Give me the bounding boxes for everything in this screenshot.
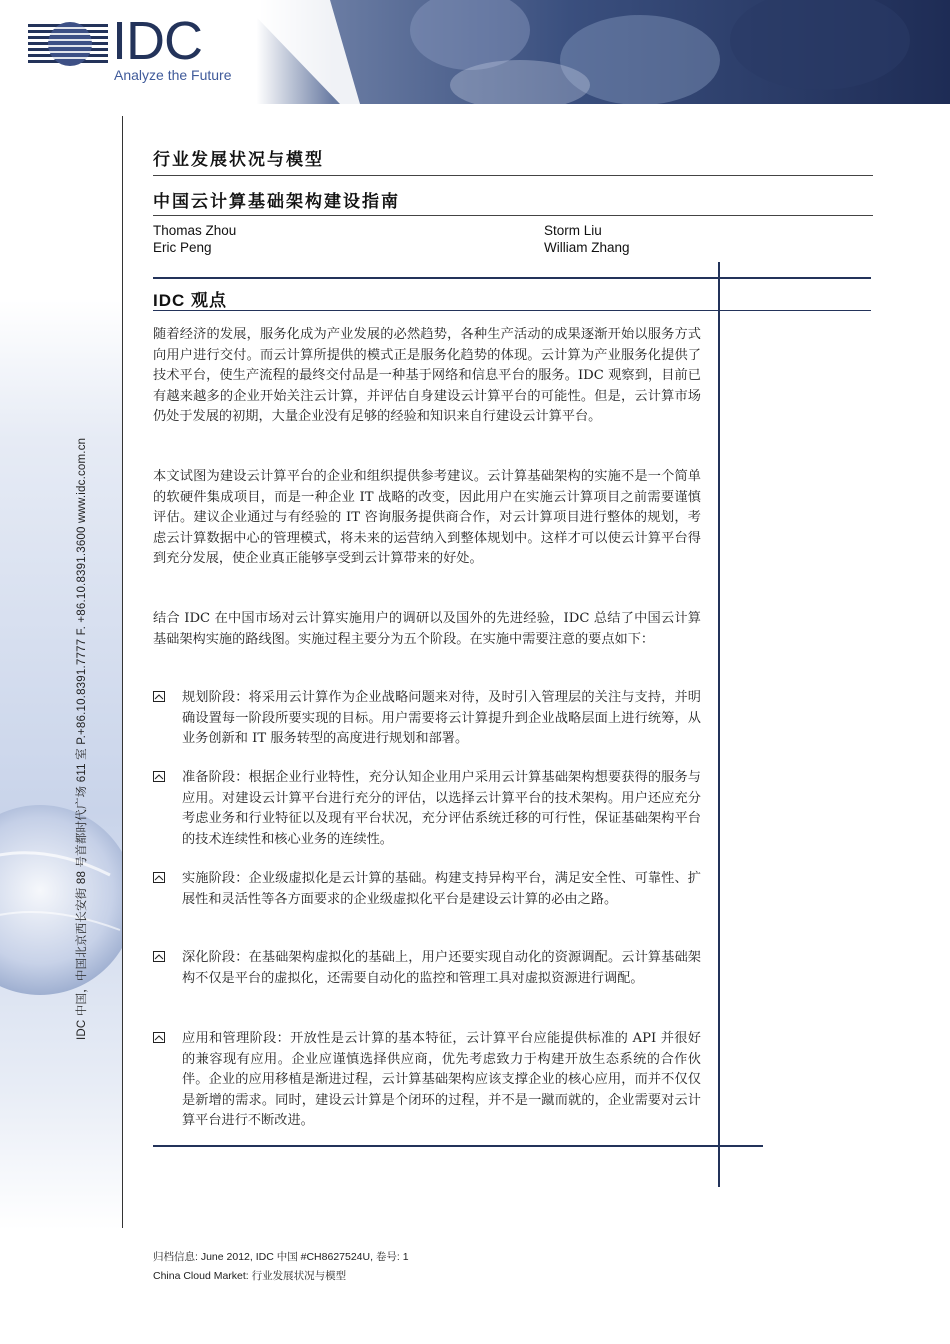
bullet-icon	[153, 691, 165, 702]
body-paragraph: 随着经济的发展，服务化成为产业发展的必然趋势，各种生产活动的成果逐渐开始以服务方式向用户进行交付。而云计算所提供的模式正是服务化趋势的体现。云计算为产业服务化提供了技术平台，使生产流程的最终交付品是一种基于网络和信息平台的服务。IDC 观察到，目前已有越来越多的企业开始关注云计算，并评估自身建设云计算平台的可能性。但是，云计算市场仍处于发展的初期，大量企业没有足够的经验和知识来自行建设云计算平台。	[153, 327, 701, 425]
logo-text: IDC	[112, 11, 202, 71]
idc-view-heading: IDC 观点	[153, 291, 227, 310]
list-item-text: 深化阶段：在基础架构虚拟化的基础上，用户还要实现自动化的资源调配。云计算基础架构不仅是平台的虚拟化，还需要自动化的监控和管理工具对虚拟资源进行调配。	[182, 950, 701, 986]
logo-tagline: Analyze the Future	[114, 67, 232, 83]
author-name: Thomas Zhou	[153, 223, 237, 238]
author-name: Eric Peng	[153, 240, 212, 255]
list-item-text: 实施阶段：企业级虚拟化是云计算的基础。构建支持异构平台，满足安全性、可靠性、扩展性和灵活性等各方面要求的企业级虚拟化平台是建设云计算的必由之路。	[182, 871, 701, 907]
divider	[153, 215, 873, 216]
footer-doc-ref: China Cloud Market: 行业发展状况与模型	[153, 1270, 347, 1282]
footer-filing-info: 归档信息: June 2012, IDC 中国 #CH8627524U, 卷号: 1	[153, 1251, 409, 1263]
bullet-icon	[153, 951, 165, 962]
bullet-icon	[153, 1032, 165, 1043]
list-item-text: 准备阶段：根据企业行业特性，充分认知企业用户采用云计算基础架构想要获得的服务与应用。对建设云计算平台进行充分的评估，以选择云计算平台的技术架构。用户还应充分考虑业务和行业特征以及现有平台状况，充分评估系统迁移的可行性，保证基础架构平台的技术连续性和核心业务的连续性。	[182, 770, 701, 847]
divider	[153, 1145, 763, 1147]
list-item-text: 应用和管理阶段：开放性是云计算的基本特征，云计算平台应能提供标准的 API 并很好的兼容现有应用。企业应谨慎选择供应商，优先考虑致力于构建开放生态系统的合作伙伴。企业的应用移植是渐进过程，云计算基础架构应该支撑企业的核心应用，而并不仅仅是新增的需求。同时，建设云计算是个闭环的过程，并不是一蹴而就的，企业需要对云计算平台进行不断改进。	[182, 1031, 701, 1129]
body-paragraph: 本文试图为建设云计算平台的企业和组织提供参考建议。云计算基础架构的实施不是一个简单的软硬件集成项目，而是一种企业 IT 战略的改变，因此用户在实施云计算项目之前需要谨慎评估。建议企业通过与有经验的 IT 咨询服务提供商合作，对云计算项目进行整体的规划，考虑云计算数据中心的管理模式，将未来的运营纳入到整体规划中。这样才可以使云计算平台得到充分发展，使企业真正能够享受到云计算带来的好处。	[153, 469, 701, 567]
sidebar-rule	[718, 262, 720, 1187]
bullet-icon	[153, 872, 165, 883]
document-title: 中国云计算基础架构建设指南	[153, 192, 400, 211]
side-contact-info: IDC 中国，中国北京西长安街 88 号首都时代广场 611 室 P.+86.10.8391.7777 F. +86.10.8391.3600 www.idc.com.cn	[76, 437, 88, 1040]
body-paragraph: 结合 IDC 在中国市场对云计算实施用户的调研以及国外的先进经验，IDC 总结了中国云计算基础架构实施的路线图。实施过程主要分为五个阶段。在实施中需要注意的要点如下：	[153, 611, 701, 647]
header-banner	[0, 0, 950, 104]
side-globe-art	[0, 300, 122, 1230]
divider	[153, 277, 871, 279]
section-label: 行业发展状况与模型	[153, 150, 324, 169]
author-name: Storm Liu	[544, 223, 602, 238]
divider	[153, 310, 871, 311]
logo-globe-icon	[28, 20, 108, 72]
list-item-text: 规划阶段：将采用云计算作为企业战略问题来对待，及时引入管理层的关注与支持，并明确设置每一阶段所要实现的目标。用户需要将云计算提升到企业战略层面上进行统筹，从业务创新和 IT 服务转型的高度进行规划和部署。	[182, 690, 701, 747]
divider	[153, 175, 873, 176]
bullet-icon	[153, 771, 165, 782]
author-name: William Zhang	[544, 240, 630, 255]
left-rule	[122, 116, 123, 1228]
